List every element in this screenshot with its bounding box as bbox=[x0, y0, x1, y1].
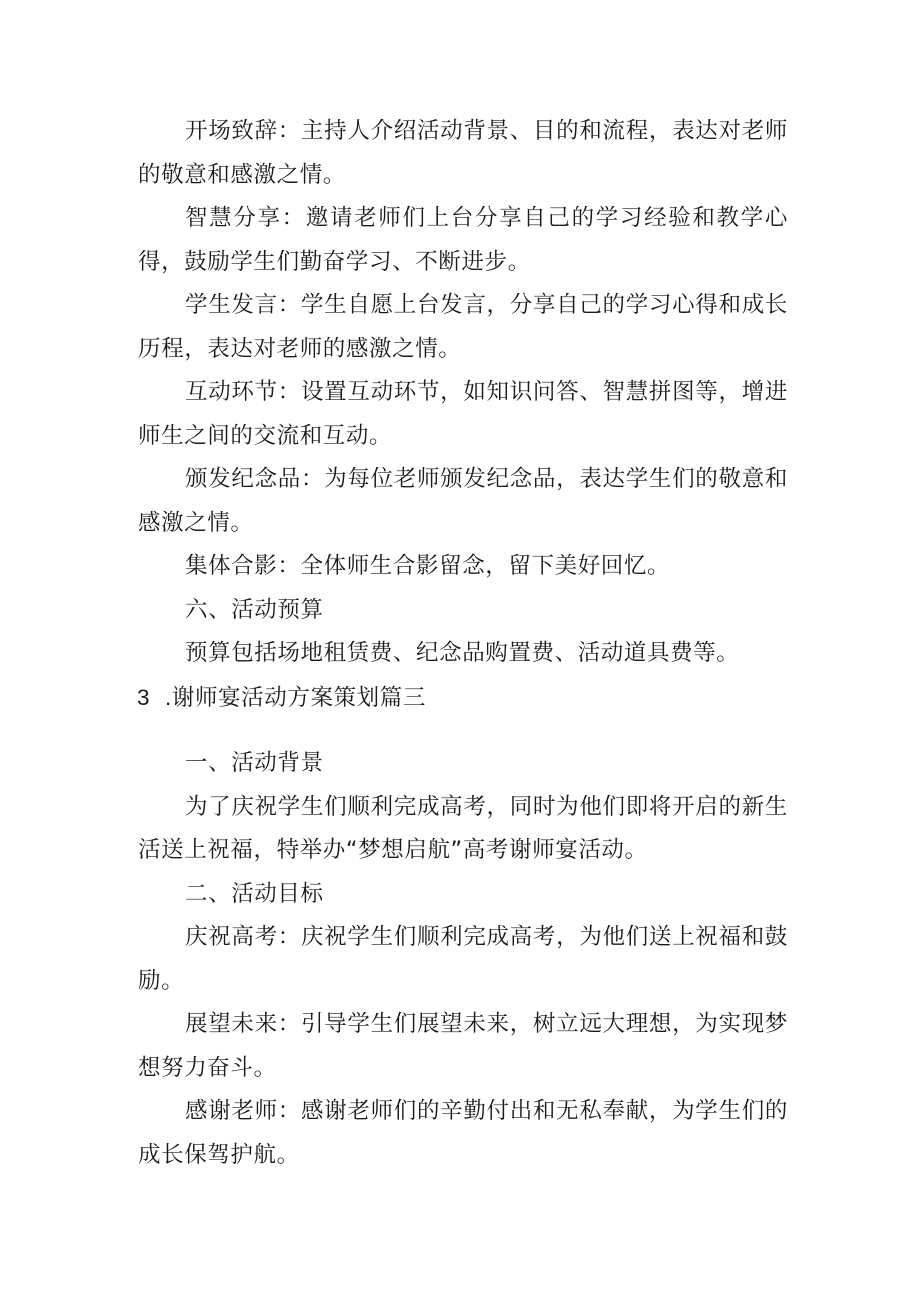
paragraph-goal-thanks: 感谢老师：感谢老师们的辛勤付出和无私奉献，为学生们的成长保驾护航。 bbox=[138, 1098, 788, 1168]
document-body bbox=[138, 110, 788, 1177]
chapter-title: .谢师宴活动方案策划篇三 bbox=[165, 684, 426, 710]
section-heading-goals: 二、活动目标 bbox=[185, 880, 324, 907]
chapter-heading bbox=[137, 676, 787, 720]
paragraph-opening-speech: 开场致辞：主持人介绍活动背景、目的和流程，表达对老师的敬意和感激之情。 bbox=[138, 118, 788, 188]
paragraph-interaction: 互动环节：设置互动环节，如知识问答、智慧拼图等，增进师生之间的交流和互动。 bbox=[138, 379, 788, 449]
section-heading-budget: 六、活动预算 bbox=[185, 596, 324, 623]
paragraph-goal-future: 展望未来：引导学生们展望未来，树立远大理想，为实现梦想努力奋斗。 bbox=[138, 1011, 788, 1081]
paragraph-budget: 预算包括场地租赁费、纪念品购置费、活动道具费等。 bbox=[185, 640, 740, 666]
section-heading-background: 一、活动背景 bbox=[185, 750, 324, 776]
paragraph-souvenirs: 颁发纪念品：为每位老师颁发纪念品，表达学生们的敬意和感激之情。 bbox=[138, 466, 788, 536]
paragraph-group-photo: 集体合影：全体师生合影留念，留下美好回忆。 bbox=[185, 553, 671, 579]
paragraph-student-speech: 学生发言：学生自愿上台发言，分享自己的学习心得和成长历程，表达对老师的感激之情。 bbox=[138, 292, 788, 362]
chapter-number: 3 bbox=[137, 684, 151, 710]
paragraph-goal-celebrate: 庆祝高考：庆祝学生们顺利完成高考，为他们送上祝福和鼓励。 bbox=[138, 924, 788, 994]
paragraph-background: 为了庆祝学生们顺利完成高考，同时为他们即将开启的新生活送上祝福，特举办“梦想启航”高考谢师宴活动。 bbox=[138, 793, 788, 863]
paragraph-wisdom-sharing: 智慧分享：邀请老师们上台分享自己的学习经验和教学心得，鼓励学生们勤奋学习、不断进步。 bbox=[138, 205, 788, 275]
